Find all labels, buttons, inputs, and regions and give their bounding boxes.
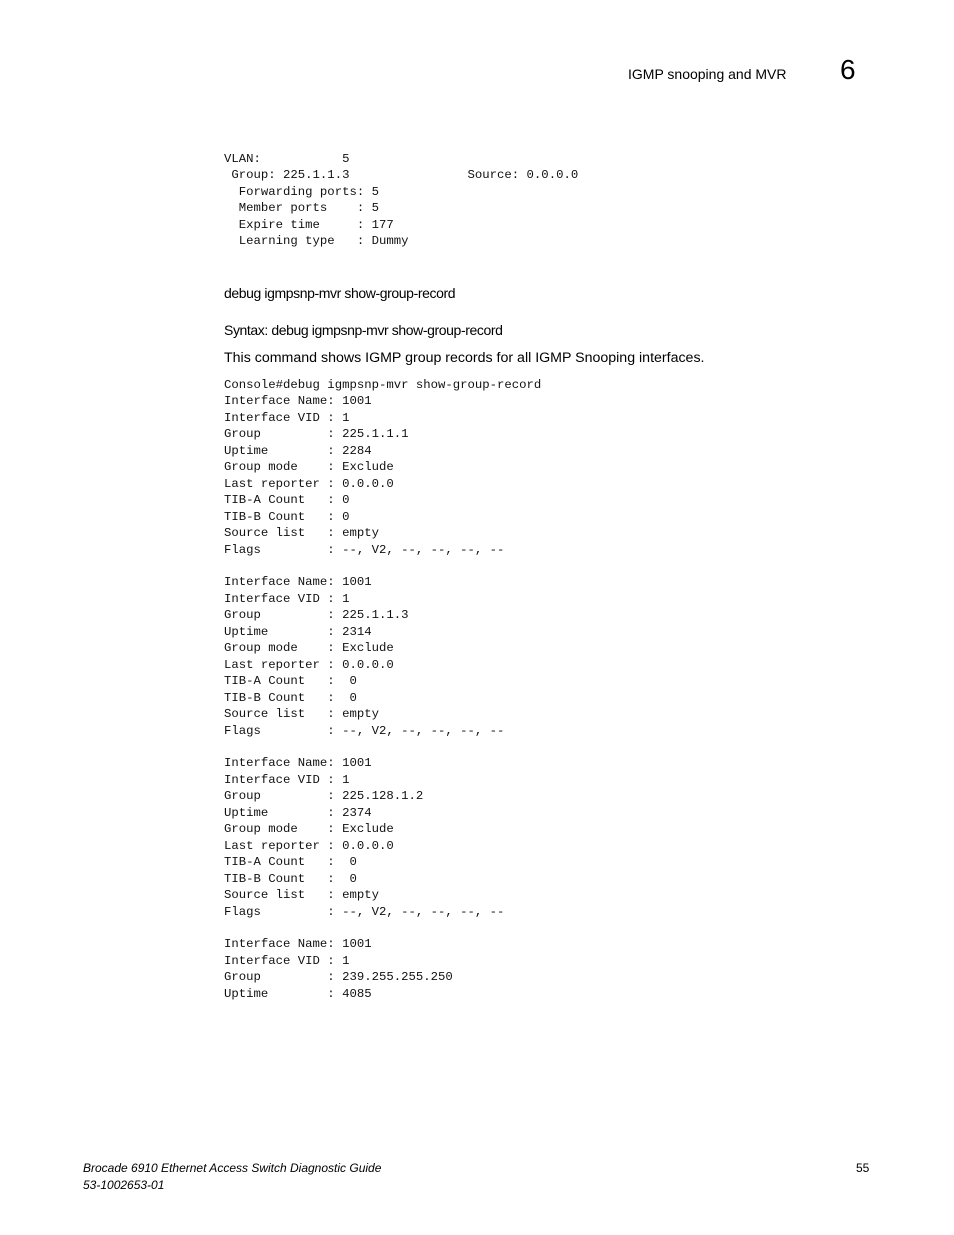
code-line: Flags : --, V2, --, --, --, -- <box>224 723 505 738</box>
code-line: Learning type : Dummy <box>224 234 409 249</box>
footer-doc-title: Brocade 6910 Ethernet Access Switch Diagnostic Guide <box>83 1161 382 1175</box>
code-line: VLAN: 5 <box>224 152 350 166</box>
code-line: Interface VID : 1 <box>224 591 350 606</box>
code-line: Flags : --, V2, --, --, --, -- <box>224 904 505 919</box>
footer-page-number: 55 <box>856 1161 870 1175</box>
code-line: Interface VID : 1 <box>224 772 350 787</box>
code-line: Last reporter : 0.0.0.0 <box>224 476 394 491</box>
syntax-line: Syntax: debug igmpsnp-mvr show-group-record <box>224 322 503 338</box>
code-block-group-output <box>224 151 578 250</box>
code-line: TIB-A Count : 0 <box>224 493 350 508</box>
code-line: Interface VID : 1 <box>224 953 350 968</box>
code-line: Interface Name: 1001 <box>224 575 372 590</box>
command-heading: debug igmpsnp-mvr show-group-record <box>224 285 456 301</box>
code-line: Interface VID : 1 <box>224 410 350 425</box>
code-line: Group mode : Exclude <box>224 460 394 475</box>
footer-doc-number: 53-1002653-01 <box>83 1178 165 1192</box>
code-line: Expire time : 177 <box>224 217 394 232</box>
code-line: Interface Name: 1001 <box>224 756 372 771</box>
code-line: Member ports : 5 <box>224 201 379 216</box>
code-line: Group : 225.1.1.1 <box>224 427 409 442</box>
chapter-number: 6 <box>840 54 856 85</box>
code-line: TIB-B Count : 0 <box>224 690 357 705</box>
code-line: Source list : empty <box>224 888 379 903</box>
code-line: Uptime : 2284 <box>224 443 372 458</box>
code-line: Flags : --, V2, --, --, --, -- <box>224 542 505 557</box>
code-line: Uptime : 2314 <box>224 624 372 639</box>
code-line: Group mode : Exclude <box>224 641 394 656</box>
code-line: Group : 225.1.1.3 <box>224 608 409 623</box>
code-line: Uptime : 2374 <box>224 805 372 820</box>
code-block-group-records <box>224 377 541 1002</box>
code-line: Forwarding ports: 5 <box>224 184 379 199</box>
code-line: Interface Name: 1001 <box>224 937 372 952</box>
command-description: This command shows IGMP group records for all IGMP Snooping interfaces. <box>224 350 705 366</box>
code-line: Interface Name: 1001 <box>224 394 372 409</box>
code-line: TIB-B Count : 0 <box>224 509 350 524</box>
code-line: Group : 225.128.1.2 <box>224 789 424 804</box>
code-line: Group mode : Exclude <box>224 822 394 837</box>
code-line: Last reporter : 0.0.0.0 <box>224 838 394 853</box>
code-line: Uptime : 4085 <box>224 986 372 1001</box>
code-line: TIB-A Count : 0 <box>224 674 357 689</box>
code-line: Source list : empty <box>224 707 379 722</box>
code-line: TIB-A Count : 0 <box>224 855 357 870</box>
code-line: Source list : empty <box>224 526 379 541</box>
code-line: TIB-B Count : 0 <box>224 871 357 886</box>
code-line: Console#debug igmpsnp-mvr show-group-record <box>224 378 542 392</box>
code-line: Group : 239.255.255.250 <box>224 970 453 985</box>
code-line: Group: 225.1.1.3 Source: 0.0.0.0 <box>224 168 579 183</box>
running-header-title: IGMP snooping and MVR <box>628 66 787 82</box>
code-line: Last reporter : 0.0.0.0 <box>224 657 394 672</box>
